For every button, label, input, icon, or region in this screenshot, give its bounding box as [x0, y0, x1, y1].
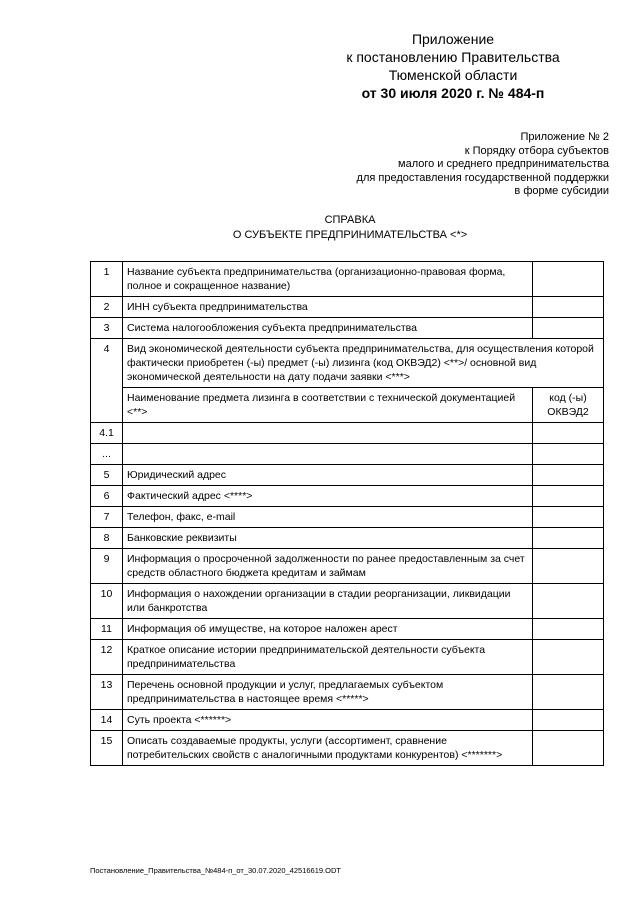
- table-row: [91, 619, 604, 640]
- header-line: к постановлению Правительства: [346, 49, 560, 65]
- lease-item-cell[interactable]: [123, 444, 533, 465]
- value-cell[interactable]: [533, 640, 604, 675]
- okved-code-header: код (-ы) ОКВЭД2: [533, 388, 604, 423]
- row-number: 9: [91, 549, 123, 584]
- info-table: [90, 261, 604, 766]
- value-cell[interactable]: [533, 444, 604, 465]
- appendix-header: [289, 131, 609, 199]
- appendix-line: для предоставления государственной поддержки: [356, 171, 609, 184]
- row-label: Название субъекта предпринимательства (организационно-правовая форма, полное и сокращенное название): [123, 262, 533, 297]
- row-number: 12: [91, 640, 123, 675]
- row-number: 1: [91, 262, 123, 297]
- value-cell[interactable]: [533, 549, 604, 584]
- table-row: [91, 297, 604, 318]
- row-label: Телефон, факс, e-mail: [123, 507, 533, 528]
- appendix-line: малого и среднего предпринимательства: [398, 158, 609, 170]
- title-line: О СУБЪЕКТЕ ПРЕДПРИНИМАТЕЛЬСТВА <*>: [232, 229, 468, 241]
- header-line: Тюменской области: [388, 67, 518, 83]
- table-row: [91, 710, 604, 731]
- table-row: [91, 423, 604, 444]
- value-cell[interactable]: [533, 675, 604, 710]
- row-label: Вид экономической деятельности субъекта предпринимательства, для осуществления которой фактически приобретен (-ы) предмет (-ы) лизинга (код ОКВЭД2) <**>/ основной вид экономической деятельности на дату подачи заявки <***>: [123, 339, 604, 388]
- appendix-line: Приложение № 2: [520, 131, 609, 143]
- value-cell[interactable]: [533, 262, 604, 297]
- lease-item-header: Наименование предмета лизинга в соответствии с технической документацией <**>: [123, 388, 533, 423]
- lease-item-cell[interactable]: [123, 423, 533, 444]
- title-line: СПРАВКА: [324, 214, 376, 226]
- value-cell[interactable]: [533, 584, 604, 619]
- table-row: [91, 584, 604, 619]
- row-number: 11: [91, 619, 123, 640]
- row-label: Юридический адрес: [123, 465, 533, 486]
- header-line: Приложение: [411, 31, 495, 47]
- header-date-line: от 30 июля 2020 г. № 484-п: [361, 85, 545, 101]
- table-row: [91, 262, 604, 297]
- row-label: Информация о нахождении организации в стадии реорганизации, ликвидации или банкротства: [123, 584, 533, 619]
- row-label: ИНН субъекта предпринимательства: [123, 297, 533, 318]
- row-label: Краткое описание истории предпринимательской деятельности субъекта предпринимательства: [123, 640, 533, 675]
- row-number: 6: [91, 486, 123, 507]
- table-row: [91, 675, 604, 710]
- row-number: 15: [91, 731, 123, 766]
- row-number: 8: [91, 528, 123, 549]
- value-cell[interactable]: [533, 486, 604, 507]
- table-row: [91, 444, 604, 465]
- row-number: 13: [91, 675, 123, 710]
- table-row: [91, 640, 604, 675]
- value-cell[interactable]: [533, 423, 604, 444]
- appendix-line: к Порядку отбора субъектов: [464, 144, 609, 157]
- appendix-line: в форме субсидии: [514, 185, 609, 197]
- row-number: 3: [91, 318, 123, 339]
- value-cell[interactable]: [533, 731, 604, 766]
- table-row: [91, 549, 604, 584]
- row-label: Описать создаваемые продукты, услуги (ассортимент, сравнение потребительских свойств с аналогичными продуктами конкурентов) <*******>: [123, 731, 533, 766]
- value-cell[interactable]: [533, 297, 604, 318]
- table-row: [91, 486, 604, 507]
- row-label: Система налогообложения субъекта предпринимательства: [123, 318, 533, 339]
- value-cell[interactable]: [533, 528, 604, 549]
- file-footer: Постановление_Правительства_№484-п_от_30.07.2020_42516619.ODT: [90, 866, 341, 875]
- row-label: Суть проекта <******>: [123, 710, 533, 731]
- value-cell[interactable]: [533, 507, 604, 528]
- table-row: [91, 318, 604, 339]
- row-number: 7: [91, 507, 123, 528]
- value-cell[interactable]: [533, 710, 604, 731]
- value-cell[interactable]: [533, 318, 604, 339]
- row-number: 14: [91, 710, 123, 731]
- table-row: [91, 507, 604, 528]
- row-number: 10: [91, 584, 123, 619]
- row-number: 4.1: [91, 423, 123, 444]
- table-row: [91, 465, 604, 486]
- row-label: Фактический адрес <****>: [123, 486, 533, 507]
- row-number: 5: [91, 465, 123, 486]
- row-label: Информация об имуществе, на которое наложен арест: [123, 619, 533, 640]
- row-number: 2: [91, 297, 123, 318]
- table-row: [91, 528, 604, 549]
- value-cell[interactable]: [533, 619, 604, 640]
- row-label: Банковские реквизиты: [123, 528, 533, 549]
- table-row: [91, 388, 604, 423]
- row-number: 4: [91, 339, 123, 423]
- row-label: Информация о просроченной задолженности по ранее предоставленным за счет средств областного бюджета кредитам и займам: [123, 549, 533, 584]
- document-header: [313, 30, 593, 102]
- form-title: [0, 213, 640, 243]
- row-label: Перечень основной продукции и услуг, предлагаемых субъектом предпринимательства в настоящее время <*****>: [123, 675, 533, 710]
- value-cell[interactable]: [533, 465, 604, 486]
- row-number: ...: [91, 444, 123, 465]
- table-row: [91, 731, 604, 766]
- table-row: [91, 339, 604, 388]
